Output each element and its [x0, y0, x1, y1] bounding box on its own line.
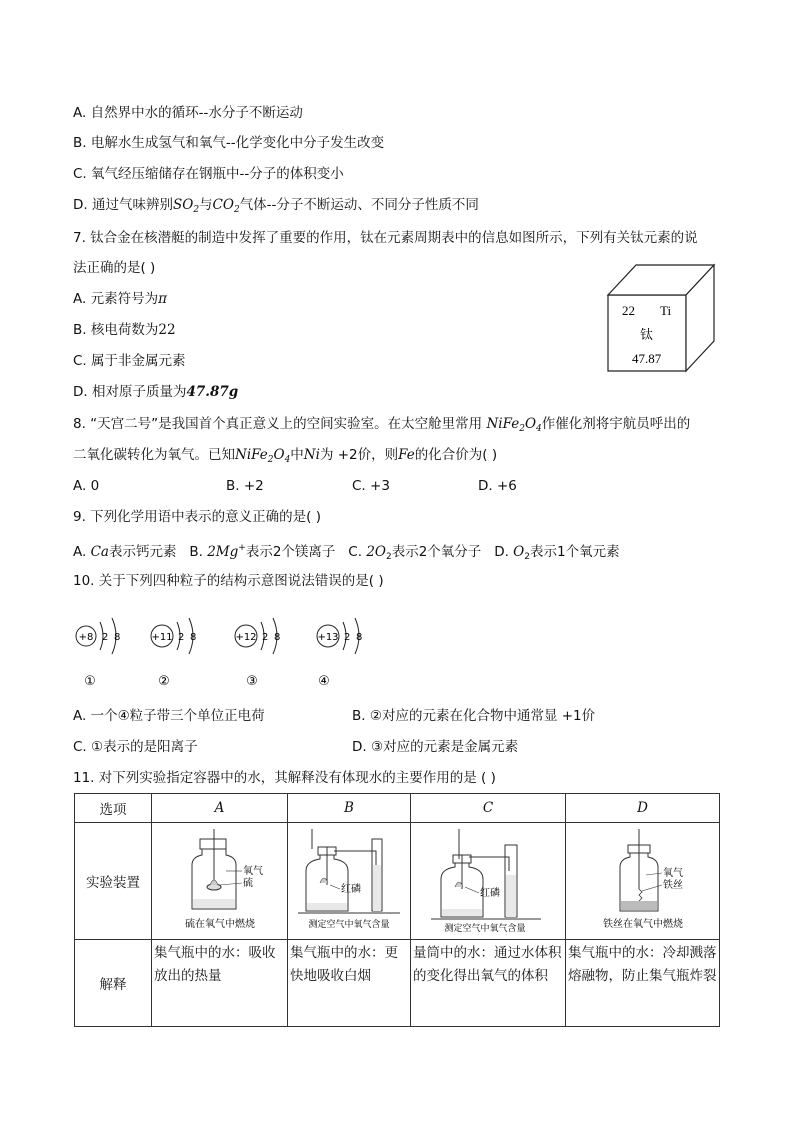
q8-option-c: C. +3 [352, 478, 390, 494]
svg-text:铁丝: 铁丝 [662, 880, 683, 891]
svg-text:2: 2 [262, 632, 269, 643]
svg-text:测定空气中氧气含量: 测定空气中氧气含量 [308, 920, 390, 930]
ion-diagram-3 [235, 618, 280, 689]
table-row-explanation [75, 940, 720, 1027]
q9-options: A. Ca表示钙元素 B. 2Mg+表示2个镁离子 C. $2O_2$表示2个氧分子 D. $O_2$表示1个氧元素 [73, 543, 620, 562]
ti-name: 钛 [640, 328, 654, 343]
apparatus-row-label: 实验装置 [75, 823, 152, 940]
ion-diagram-4 [317, 618, 362, 689]
svg-text:8: 8 [114, 632, 121, 643]
q7-stem-line2: 法正确的是( ) [73, 260, 156, 276]
q9-stem: 9. 下列化学用语中表示的意义正确的是( ) [73, 509, 321, 525]
ion-structure-diagrams [70, 614, 400, 694]
apparatus-a-sulfur-burning [152, 823, 288, 940]
q7-option-d: D. 相对原子质量为47.87g [73, 384, 239, 400]
header-col-a: A [152, 794, 288, 823]
q8-option-a: A. 0 [73, 478, 100, 494]
table-header-row [75, 794, 720, 823]
q10-option-c: C. ①表示的是阳离子 [73, 739, 198, 755]
q6-d-suffix: 气体--分子不断运动、不同分子性质不同 [239, 197, 479, 213]
svg-text:2: 2 [178, 632, 185, 643]
q7-option-c: C. 属于非金属元素 [73, 353, 186, 369]
q6-option-d [73, 195, 479, 220]
q7-option-a: A. 元素符号为π [73, 291, 167, 307]
q6-d-mid: 与 [199, 197, 213, 213]
table-row-apparatus [75, 823, 720, 940]
q8-stem-line2: 二氧化碳转化为氧气。已知$NiFe_2O_4$中Ni为 +2价，则Fe的化合价为( ) [73, 447, 498, 465]
ion-diagram-2 [151, 618, 196, 689]
explanation-b: 集气瓶中的水：更快地吸收白烟 [288, 940, 411, 1027]
q8-stem-line1: 8. “天宫二号”是我国首个真正意义上的空间实验室。在太空舱里常用 $NiFe_2O_4$作催化剂将宇航员呼出的 [73, 416, 691, 434]
svg-text:④: ④ [318, 674, 330, 689]
svg-text:氧气: 氧气 [662, 868, 683, 879]
header-label: 选项 [75, 794, 152, 823]
header-col-b: B [288, 794, 411, 823]
svg-text:+11: +11 [151, 632, 173, 643]
apparatus-b-oxygen-content [288, 823, 411, 940]
q10-option-d: D. ③对应的元素是金属元素 [352, 739, 519, 755]
q11-stem: 11. 对下列实验指定容器中的水，其解释没有体现水的主要作用的是 ( ) [73, 770, 496, 786]
explanation-a: 集气瓶中的水：吸收放出的热量 [152, 940, 288, 1027]
formula-nife2o4: $NiFe_2O_4$ [486, 416, 542, 434]
ti-symbol: Ti [660, 303, 672, 318]
svg-text:2: 2 [102, 632, 109, 643]
svg-text:8: 8 [274, 632, 281, 643]
formula-co2: $CO_2$ [212, 197, 240, 215]
svg-text:测定空气中氧气含量: 测定空气中氧气含量 [444, 924, 526, 933]
titanium-element-box [606, 263, 716, 373]
apparatus-c-oxygen-content [411, 823, 566, 940]
ti-atomic-mass: 47.87 [632, 351, 662, 366]
q7-stem-line1: 7. 钛合金在核潜艇的制造中发挥了重要的作用，钛在元素周期表中的信息如图所示，下列有关钛元素的说 [73, 230, 698, 246]
q6-option-b: B. 电解水生成氢气和氧气--化学变化中分子发生改变 [73, 135, 385, 151]
svg-text:红磷: 红磷 [341, 884, 361, 895]
svg-text:红磷: 红磷 [480, 888, 500, 899]
svg-text:①: ① [84, 674, 96, 689]
svg-text:铁丝在氧气中燃烧: 铁丝在氧气中燃烧 [602, 919, 683, 930]
q6-option-c: C. 氧气经压缩储存在钢瓶中--分子的体积变小 [73, 166, 344, 182]
svg-text:②: ② [158, 674, 170, 689]
explanation-row-label: 解释 [75, 940, 152, 1027]
ion-diagram-1 [76, 618, 120, 689]
ti-atomic-number: 22 [622, 303, 635, 318]
q10-option-a: A. 一个④粒子带三个单位正电荷 [73, 708, 265, 724]
experiment-table [74, 793, 720, 1027]
q6-d-prefix: D. 通过气味辨别 [73, 197, 173, 213]
svg-text:2: 2 [344, 632, 351, 643]
apparatus-d-iron-burning [566, 823, 720, 940]
q6-option-a: A. 自然界中水的循环--水分子不断运动 [73, 105, 303, 121]
explanation-d: 集气瓶中的水：冷却溅落熔融物，防止集气瓶炸裂 [566, 940, 720, 1027]
q8-option-d: D. +6 [478, 478, 517, 494]
q8-option-b: B. +2 [226, 478, 264, 494]
q7-option-b: B. 核电荷数为22 [73, 322, 176, 338]
svg-text:硫: 硫 [242, 878, 253, 889]
q10-option-b: B. ②对应的元素在化合物中通常显 +1价 [352, 708, 596, 724]
header-col-c: C [411, 794, 566, 823]
svg-text:硫在氧气中燃烧: 硫在氧气中燃烧 [184, 919, 255, 930]
explanation-c: 量筒中的水：通过水体积的变化得出氧气的体积 [411, 940, 566, 1027]
q10-stem: 10. 关于下列四种粒子的结构示意图说法错误的是( ) [73, 573, 384, 589]
svg-text:+12: +12 [235, 632, 257, 643]
svg-text:氧气: 氧气 [242, 866, 263, 877]
formula-so2: $SO_2$ [172, 197, 200, 215]
svg-text:8: 8 [190, 632, 197, 643]
svg-text:③: ③ [246, 674, 258, 689]
svg-text:+8: +8 [78, 632, 94, 643]
svg-text:8: 8 [356, 632, 363, 643]
svg-text:+13: +13 [317, 632, 339, 643]
header-col-d: D [566, 794, 720, 823]
